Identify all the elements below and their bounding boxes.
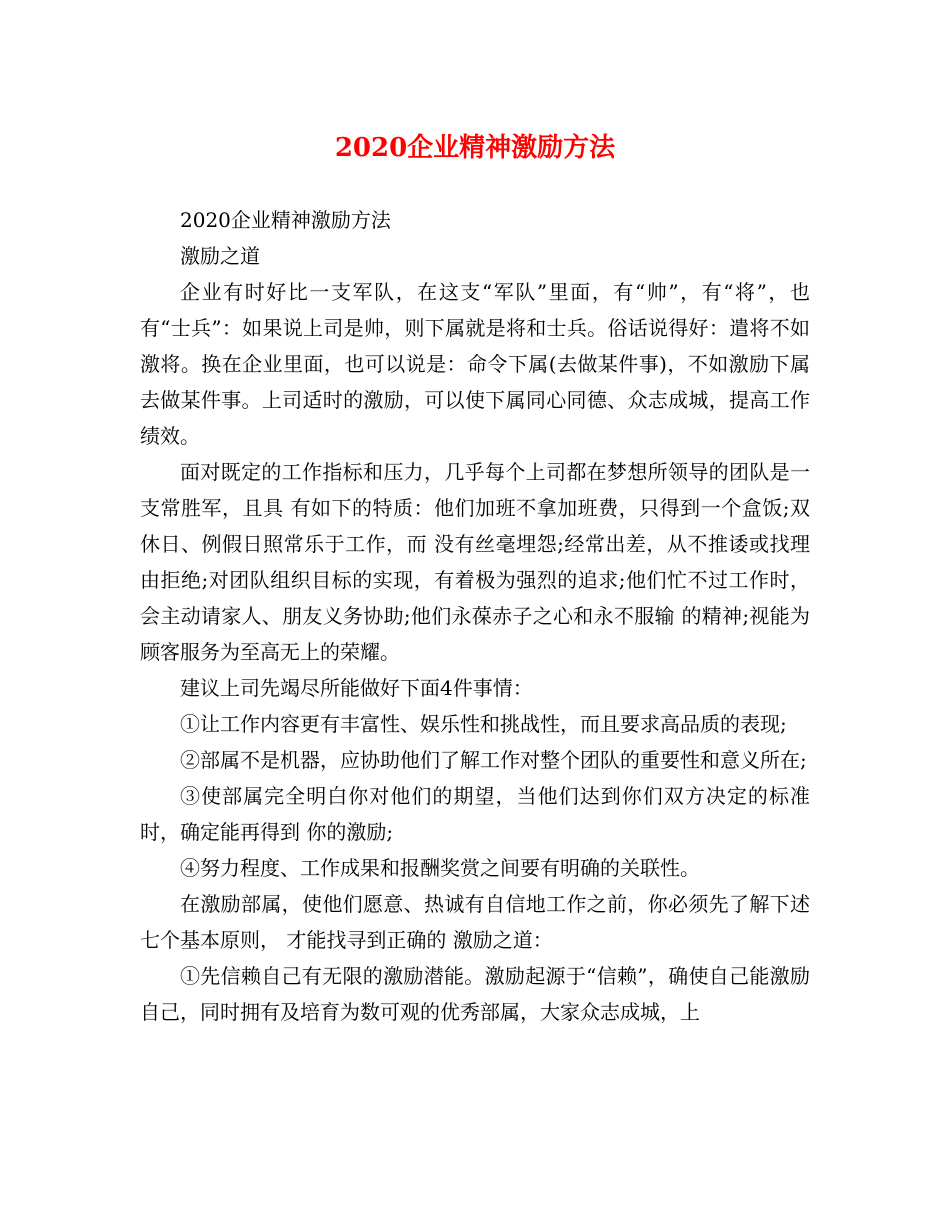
paragraph-army-analogy: 企业有时好比一支军队，在这支“军队”里面，有“帅”，有“将”，也有“士兵”：如果说上司是帅，则下属就是将和士兵。俗话说得好：遣将不如激将。换在企业里面，也可以说是：命令下属(去做某件事)，不如激励下属去做某件事。上司适时的激励，可以使下属同心同德、众志成城，提高工作绩效。 — [140, 280, 810, 448]
paragraph-four-things-intro: 建议上司先竭尽所能做好下面4件事情： — [180, 676, 533, 700]
document-body — [140, 202, 810, 1030]
paragraph-ideal-team: 面对既定的工作指标和压力，几乎每个上司都在梦想所领导的团队是一支常胜军，且具 有如下的特质：他们加班不拿加班费，只得到一个盒饭;双休日、例假日照常乐于工作，而 没有丝毫埋怨;经常出差，从不推诿或找理由拒绝;对团队组织目标的实现，有着极为强烈的追求;他们忙不过工作时，会主动请家人、朋友义务协助;他们永葆赤子之心和永不服输 的精神;视能为顾客服务为至高无上的荣耀。 — [140, 460, 810, 664]
document-title: 2020企业精神激励方法 — [334, 133, 616, 163]
list-item-2: ②部属不是机器，应协助他们了解工作对整个团队的重要性和意义所在; — [180, 748, 807, 772]
paragraph-section-heading: 激励之道 — [180, 244, 260, 268]
list-item-4: ④努力程度、工作成果和报酬奖赏之间要有明确的关联性。 — [180, 856, 700, 880]
list-item-1: ①让工作内容更有丰富性、娱乐性和挑战性，而且要求高品质的表现; — [180, 712, 787, 736]
principle-item-1: ①先信赖自己有无限的激励潜能。激励起源于“信赖”，确使自己能激励自己，同时拥有及培育为数可观的优秀部属，大家众志成城，上 — [140, 964, 810, 1024]
list-item-3: ③使部属完全明白你对他们的期望，当他们达到你们双方决定的标准时，确定能再得到 你的激励; — [140, 784, 810, 844]
paragraph-subtitle: 2020企业精神激励方法 — [180, 208, 391, 232]
paragraph-seven-principles-intro: 在激励部属，使他们愿意、热诚有自信地工作之前，你必须先了解下述七个基本原则， 才能找寻到正确的 激励之道： — [140, 892, 810, 952]
